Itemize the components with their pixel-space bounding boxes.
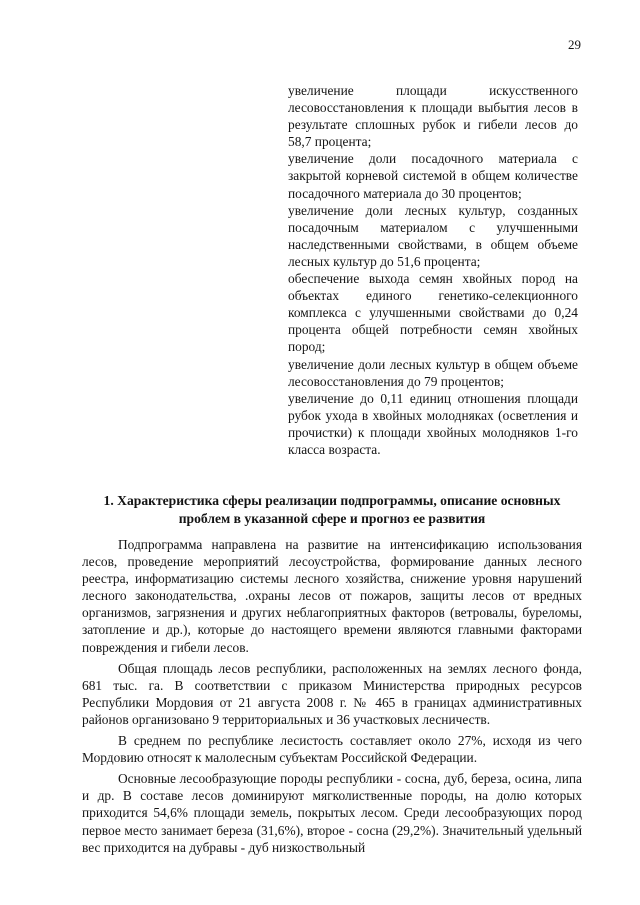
indicator-list — [288, 82, 578, 458]
paragraph: В среднем по республике лесистость составляет около 27%, исходя из чего Мордовию относят к малолесным субъектам Российской Федерации. — [82, 733, 582, 766]
indicator-item: увеличение доли лесных культур, созданных посадочным материалом с улучшенными наследственными свойствами, в общем объеме лесных культур до 51,6 процента; — [288, 202, 578, 269]
section-body — [82, 536, 582, 860]
paragraph: Подпрограмма направлена на развитие на интенсификацию использования лесов, проведение мероприятий лесоустройства, формирование данных лесного реестра, информатизацию системы лесного хозяйства, снижение уровня нарушений лесного законодательства, .охраны лесов от пожаров, защиты лесов от вредных организмов, загрязнения и других неблагоприятных факторов (ветровалы, буреломы, затопление и др.), которые до настоящего времени являются главными факторами повреждения и гибели лесов. — [82, 537, 582, 655]
paragraph: Общая площадь лесов республики, расположенных на землях лесного фонда, 681 тыс. га. В соответствии с приказом Министерства природных ресурсов Республики Мордовия от 21 августа 2008 г. № 465 в границах административных районов организовано 9 территориальных и 36 участковых лесничеств. — [82, 660, 582, 727]
indicator-item: увеличение доли посадочного материала с закрытой корневой системой в общем количестве посадочного материала до 30 процентов; — [288, 151, 578, 201]
indicator-item: увеличение доли лесных культур в общем объеме лесовосстановления до 79 процентов; — [288, 356, 578, 389]
page-number: 29 — [568, 37, 581, 52]
indicator-item: увеличение площади искусственного лесовосстановления к площади выбытия лесов в результате сплошных рубок и гибели лесов до 58,7 процента; — [288, 83, 578, 150]
indicator-item: обеспечение выхода семян хвойных пород на объектах единого генетико-селекционного комплекса с улучшенными свойствами до 0,24 процента общей потребности семян хвойных пород; — [288, 271, 578, 355]
paragraph: Основные лесообразующие породы республики - сосна, дуб, береза, осина, липа и др. В составе лесов доминируют мягколиственные породы, на долю которых приходится 54,6% площади земель, покрытых лесом. Среди лесообразующих пород первое место занимает береза (31,6%), второе - сосна (29,2%). Значительный удельный вес приходится на дубравы - дуб низкоствольный — [82, 771, 582, 855]
indicator-item: увеличение до 0,11 единиц отношения площади рубок ухода в хвойных молодняках (осветления и прочистки) к площади хвойных молодняков 1-го класса возраста. — [288, 390, 578, 457]
section-heading: 1. Характеристика сферы реализации подпрограммы, описание основных проблем в указанной сфере и прогноз ее развития — [103, 493, 561, 526]
